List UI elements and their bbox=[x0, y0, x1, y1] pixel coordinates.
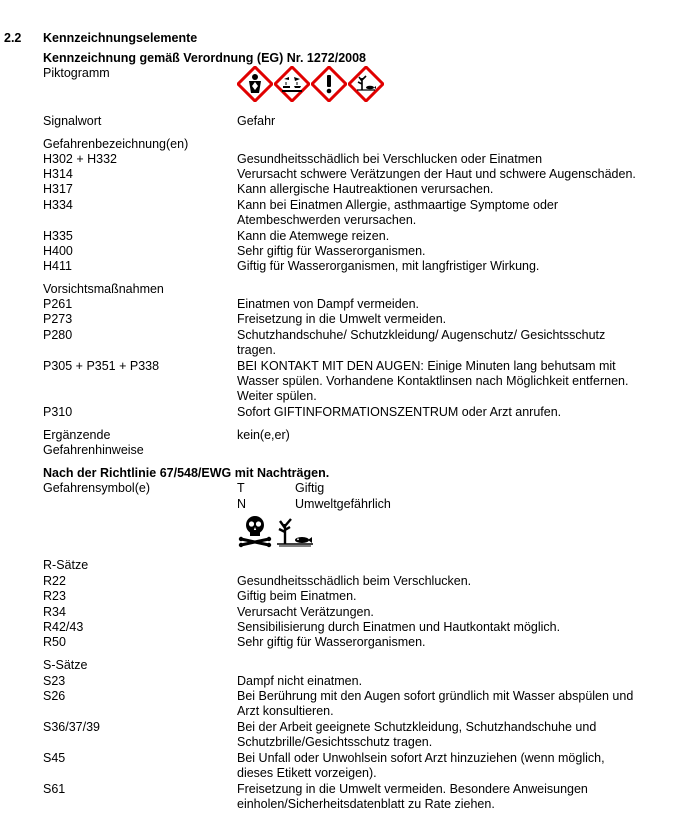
s-text-cont: dieses Etikett vorzeigen). bbox=[237, 766, 377, 780]
r-heading: R-Sätze bbox=[43, 558, 89, 572]
precaution-text-cont: Weiter spülen. bbox=[237, 389, 317, 403]
supplementary-value: kein(e,er) bbox=[237, 428, 290, 442]
skull-icon bbox=[237, 514, 273, 548]
symbol-letter: N bbox=[237, 497, 247, 511]
precaution-code: P280 bbox=[43, 328, 73, 342]
hazard-code: H400 bbox=[43, 244, 73, 258]
precaution-text: Freisetzung in die Umwelt vermeiden. bbox=[237, 312, 447, 326]
s-text: Bei Unfall oder Unwohlsein sofort Arzt hinzuziehen (wenn möglich, bbox=[237, 751, 605, 765]
hazard-code: H314 bbox=[43, 167, 73, 181]
hazard-code: H302 + H332 bbox=[43, 152, 118, 166]
hazard-text: Gesundheitsschädlich bei Verschlucken oder Einatmen bbox=[237, 152, 543, 166]
ghs-pictograms bbox=[237, 66, 384, 102]
section-number: 2.2 bbox=[4, 31, 22, 45]
precaution-code: P273 bbox=[43, 312, 73, 326]
precaution-code: P305 + P351 + P338 bbox=[43, 359, 160, 373]
s-text: Bei der Arbeit geeignete Schutzkleidung, Schutzhandschuhe und bbox=[237, 720, 597, 734]
symbol-letter: T bbox=[237, 481, 245, 495]
hazard-text: Kann bei Einatmen Allergie, asthmaartige Symptome oder bbox=[237, 198, 559, 212]
signal-value: Gefahr bbox=[237, 114, 276, 128]
hazard-code: H411 bbox=[43, 259, 72, 273]
hazard-heading: Gefahrenbezeichnung(en) bbox=[43, 137, 189, 151]
symbol-name: Umweltgefährlich bbox=[295, 497, 391, 511]
s-text-cont: Arzt konsultieren. bbox=[237, 704, 334, 718]
eec-symbols bbox=[237, 514, 315, 548]
r-code: R34 bbox=[43, 605, 66, 619]
hazard-text: Kann allergische Hautreaktionen verursachen. bbox=[237, 182, 494, 196]
hazard-text: Verursacht schwere Verätzungen der Haut und schwere Augenschäden. bbox=[237, 167, 636, 181]
precaution-text: BEI KONTAKT MIT DEN AUGEN: Einige Minuten lang behutsam mit bbox=[237, 359, 616, 373]
r-text: Giftig beim Einatmen. bbox=[237, 589, 357, 603]
section-title: Kennzeichnungselemente bbox=[43, 31, 198, 45]
health-hazard-icon bbox=[237, 66, 273, 102]
precaution-text: Schutzhandschuhe/ Schutzkleidung/ Augenschutz/ Gesichtsschutz bbox=[237, 328, 606, 342]
r-text: Sensibilisierung durch Einatmen und Hautkontakt möglich. bbox=[237, 620, 561, 634]
s-code: S23 bbox=[43, 674, 66, 688]
hazard-text-cont: Atembeschwerden verursachen. bbox=[237, 213, 417, 227]
dead-tree-fish-icon bbox=[275, 514, 315, 548]
hazard-code: H334 bbox=[43, 198, 73, 212]
supplementary-label-cont: Gefahrenhinweise bbox=[43, 443, 144, 457]
hazard-code: H317 bbox=[43, 182, 73, 196]
s-text-cont: Schutzbrille/Gesichtsschutz tragen. bbox=[237, 735, 433, 749]
s-heading: S-Sätze bbox=[43, 658, 88, 672]
s-code: S61 bbox=[43, 782, 66, 796]
r-code: R22 bbox=[43, 574, 66, 588]
exclamation-icon bbox=[311, 66, 347, 102]
s-code: S26 bbox=[43, 689, 66, 703]
precaution-text-cont: Wasser spülen. Vorhandene Kontaktlinsen nach Möglichkeit entfernen. bbox=[237, 374, 629, 388]
r-text: Verursacht Verätzungen. bbox=[237, 605, 374, 619]
symbol-name: Giftig bbox=[295, 481, 325, 495]
environment-icon bbox=[348, 66, 384, 102]
r-code: R23 bbox=[43, 589, 66, 603]
precaution-text: Einatmen von Dampf vermeiden. bbox=[237, 297, 420, 311]
hazard-code: H335 bbox=[43, 229, 73, 243]
corrosion-icon bbox=[274, 66, 310, 102]
s-text: Bei Berührung mit den Augen sofort gründlich mit Wasser abspülen und bbox=[237, 689, 634, 703]
precaution-text-cont: tragen. bbox=[237, 343, 276, 357]
precaution-heading: Vorsichtsmaßnahmen bbox=[43, 282, 164, 296]
s-text-cont: einholen/Sicherheitsdatenblatt zu Rate ziehen. bbox=[237, 797, 495, 811]
s-code: S36/37/39 bbox=[43, 720, 100, 734]
supplementary-label: Ergänzende bbox=[43, 428, 111, 442]
precaution-text: Sofort GIFTINFORMATIONSZENTRUM oder Arzt anrufen. bbox=[237, 405, 562, 419]
hazard-text: Giftig für Wasserorganismen, mit langfristiger Wirkung. bbox=[237, 259, 540, 273]
hazard-text: Kann die Atemwege reizen. bbox=[237, 229, 390, 243]
r-code: R42/43 bbox=[43, 620, 84, 634]
eec-heading: Nach der Richtlinie 67/548/EWG mit Nachträgen. bbox=[43, 466, 330, 480]
s-code: S45 bbox=[43, 751, 66, 765]
r-code: R50 bbox=[43, 635, 66, 649]
r-text: Gesundheitsschädlich beim Verschlucken. bbox=[237, 574, 472, 588]
symbol-label: Gefahrensymbol(e) bbox=[43, 481, 150, 495]
hazard-text: Sehr giftig für Wasserorganismen. bbox=[237, 244, 426, 258]
signal-label: Signalwort bbox=[43, 114, 102, 128]
r-text: Sehr giftig für Wasserorganismen. bbox=[237, 635, 426, 649]
pictogram-label: Piktogramm bbox=[43, 66, 110, 80]
precaution-code: P261 bbox=[43, 297, 73, 311]
precaution-code: P310 bbox=[43, 405, 73, 419]
s-text: Dampf nicht einatmen. bbox=[237, 674, 363, 688]
s-text: Freisetzung in die Umwelt vermeiden. Besondere Anweisungen bbox=[237, 782, 588, 796]
clp-heading: Kennzeichnung gemäß Verordnung (EG) Nr. 1272/2008 bbox=[43, 51, 366, 65]
